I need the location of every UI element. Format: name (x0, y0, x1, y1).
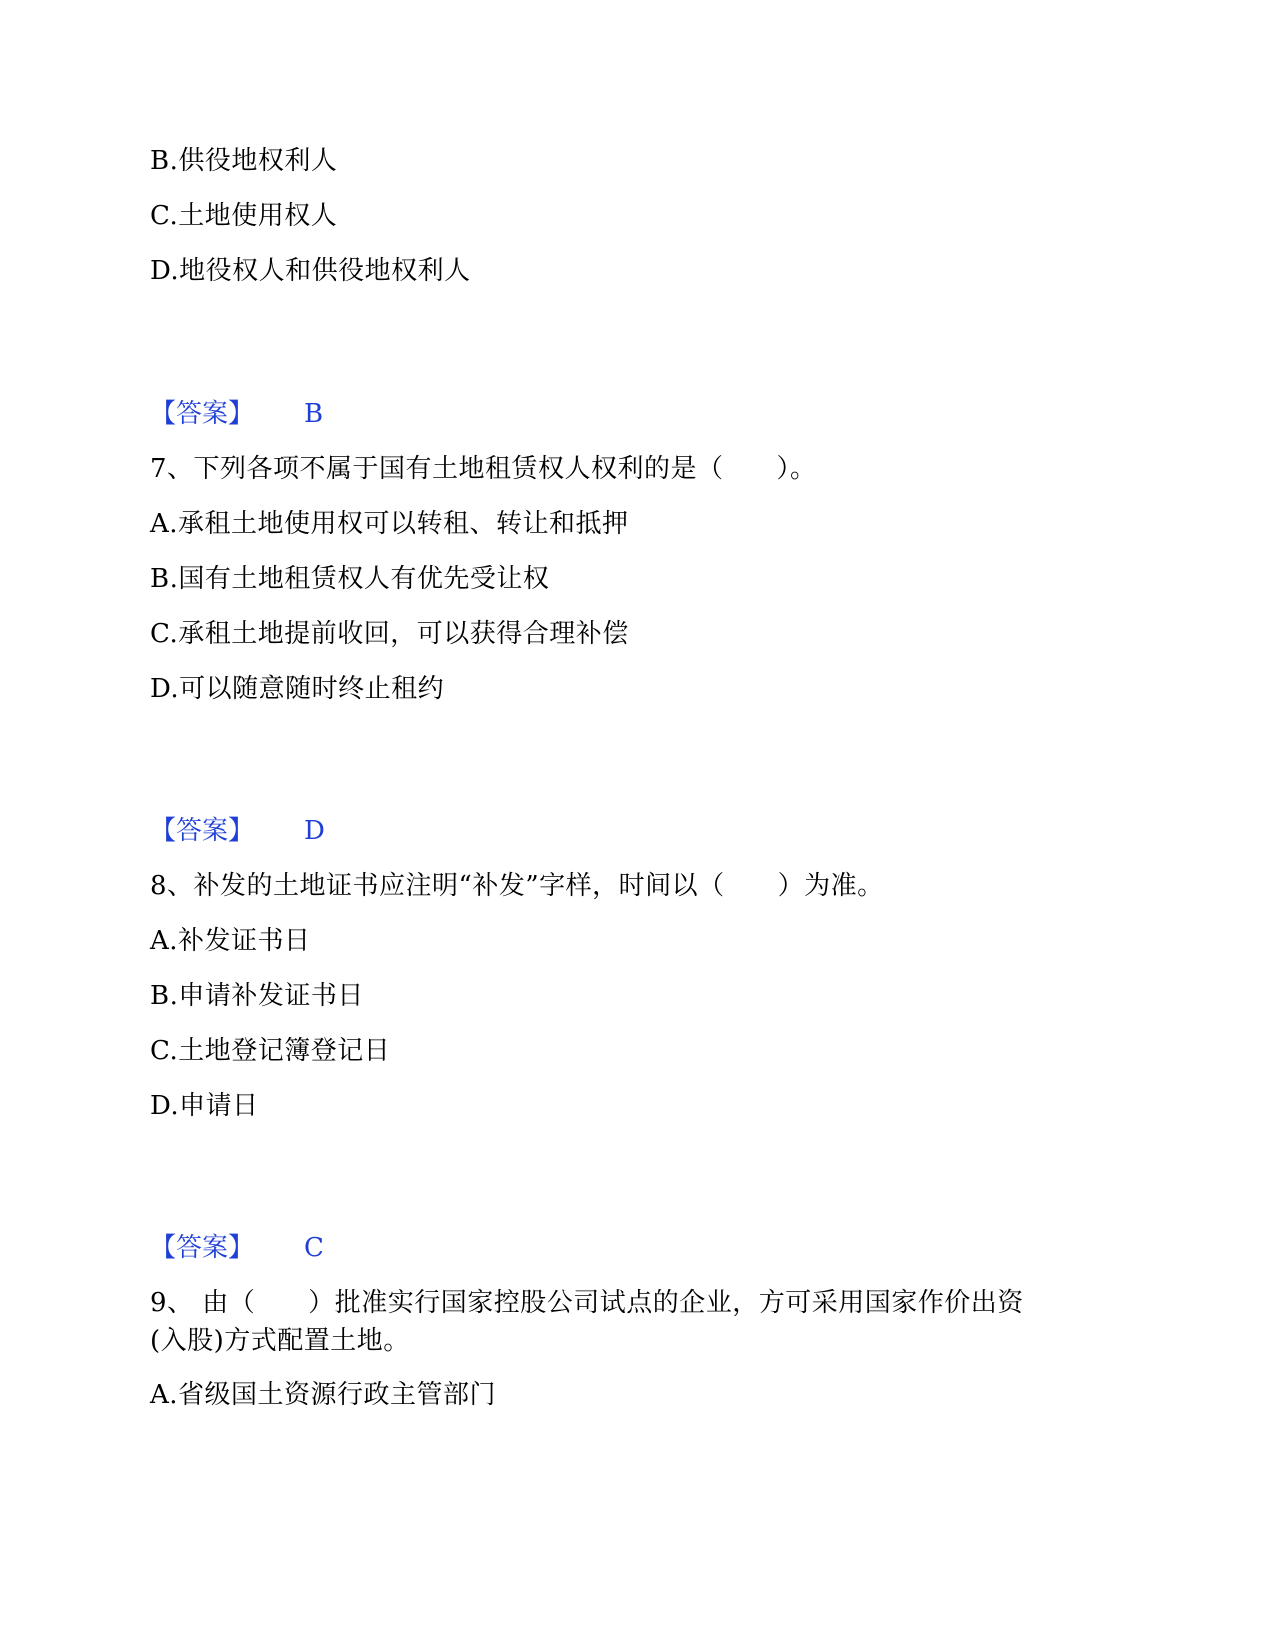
q8-answer (150, 1230, 324, 1266)
q8-option-c: C.土地登记簿登记日 (150, 1036, 391, 1066)
q7-option-d: D.可以随意随时终止租约 (150, 674, 445, 704)
q9-question-line2: (入股)方式配置土地。 (150, 1326, 410, 1356)
q7-answer (150, 813, 325, 849)
q9-question-line1: 9、 由（ ）批准实行国家控股公司试点的企业，方可采用国家作价出资 (150, 1288, 1024, 1318)
q6-option-b: B.供役地权利人 (150, 146, 338, 176)
q7-question: 7、下列各项不属于国有土地租赁权人权利的是（ ）。 (150, 454, 817, 484)
answer-value: B (304, 399, 324, 429)
q8-option-a: A.补发证书日 (150, 926, 311, 956)
q7-option-b: B.国有土地租赁权人有优先受让权 (150, 564, 550, 594)
q8-option-b: B.申请补发证书日 (150, 981, 364, 1011)
q8-question: 8、补发的土地证书应注明“补发”字样，时间以（ ）为准。 (150, 871, 884, 901)
answer-value: C (304, 1233, 324, 1263)
q7-option-a: A.承租土地使用权可以转租、转让和抵押 (150, 509, 629, 539)
q7-option-c: C.承租土地提前收回，可以获得合理补偿 (150, 619, 629, 649)
answer-value: D (304, 816, 325, 846)
answer-label: 【答案】 (150, 1233, 255, 1263)
q6-option-c: C.土地使用权人 (150, 201, 338, 231)
q6-option-d: D.地役权人和供役地权利人 (150, 256, 471, 286)
q9-option-a: A.省级国土资源行政主管部门 (150, 1380, 497, 1410)
answer-label: 【答案】 (150, 816, 255, 846)
answer-label: 【答案】 (150, 399, 255, 429)
q6-answer (150, 396, 323, 432)
q8-option-d: D.申请日 (150, 1091, 259, 1121)
